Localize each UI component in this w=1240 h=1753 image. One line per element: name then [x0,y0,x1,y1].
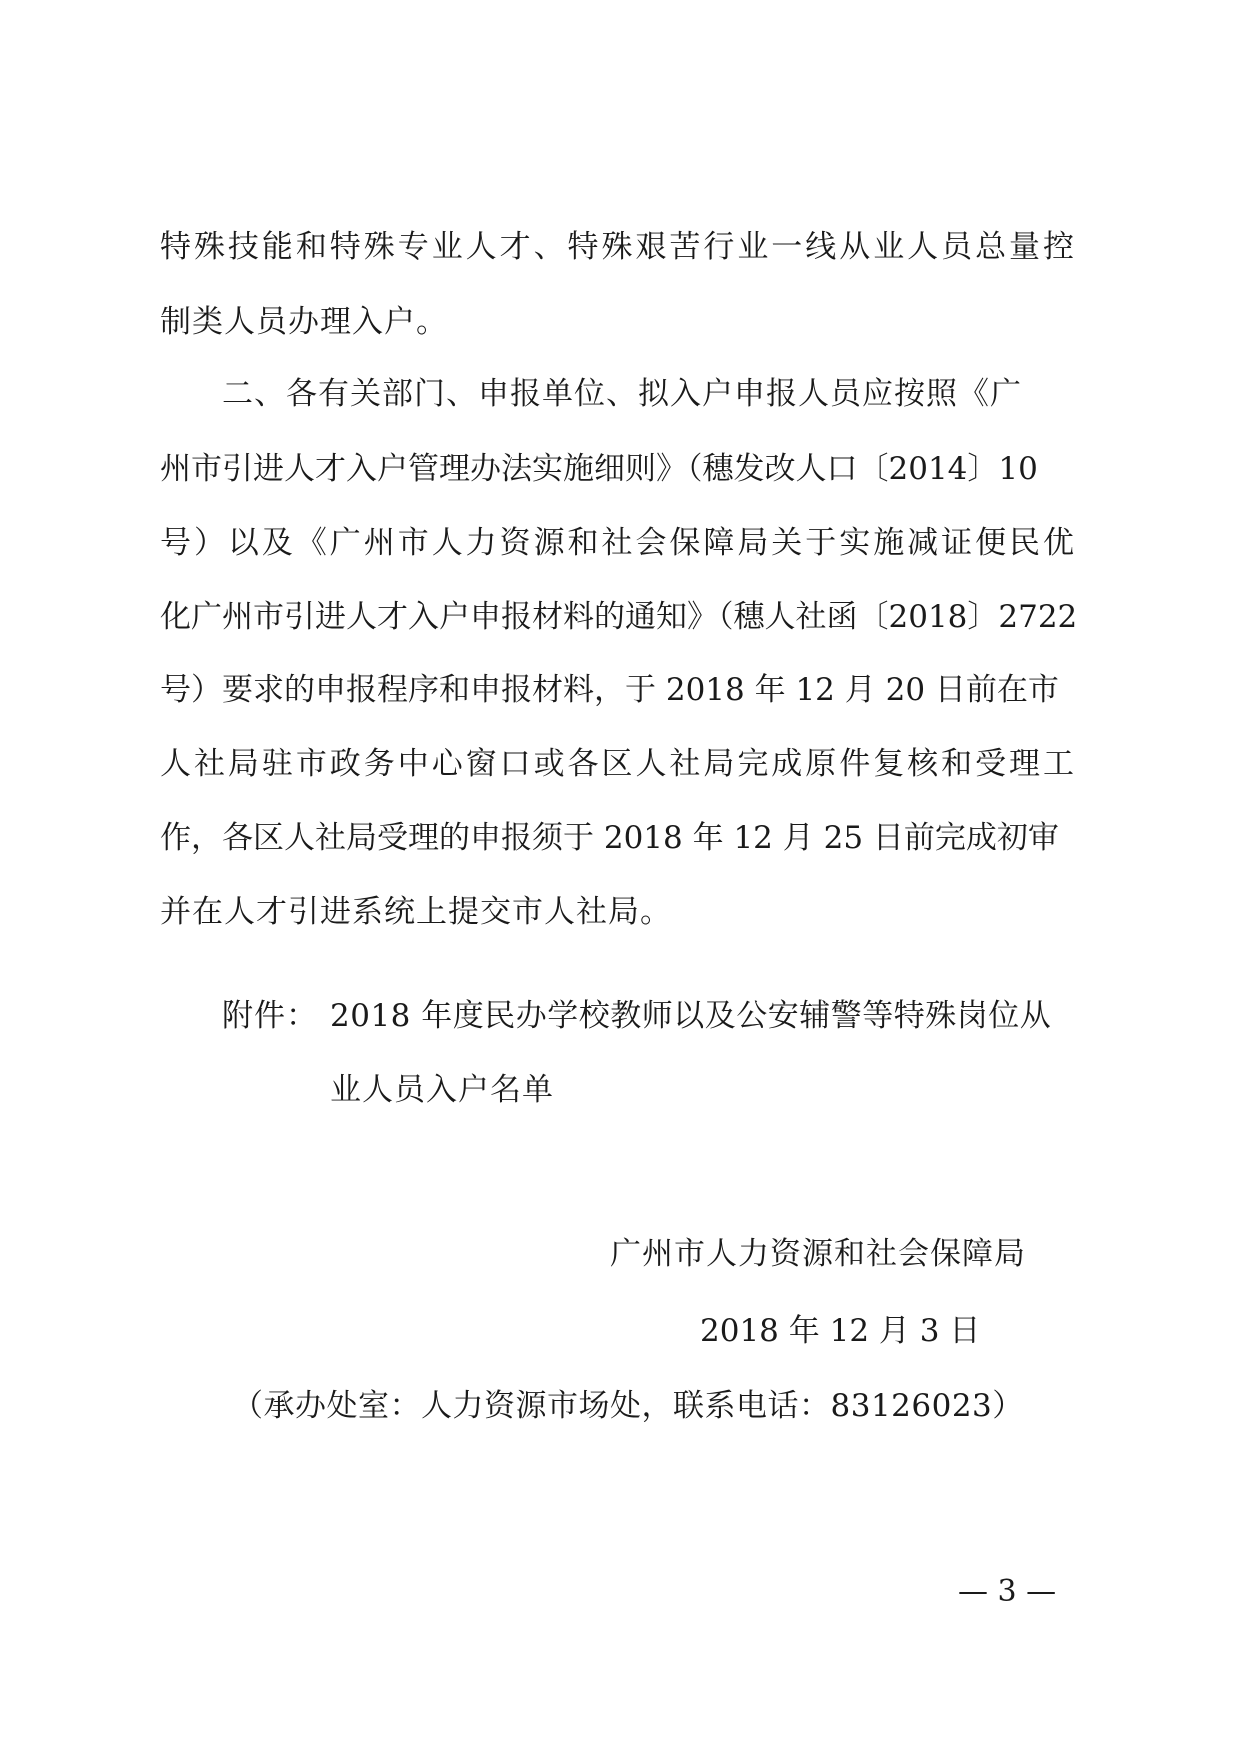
attachment-title-line-2: 业人员入户名单 [330,1072,554,1108]
page-number: — 3 — [958,1574,1057,1609]
attachment-label: 附件： [222,998,318,1034]
paragraph-2-line-7: 作，各区人社局受理的申报须于 2018 年 12 月 25 日前完成初审 [160,820,1059,856]
paragraph-2-line-6: 人社局驻市政务中心窗口或各区人社局完成原件复核和受理工 [160,746,1075,782]
paragraph-2-line-3: 号）以及《广州市人力资源和社会保障局关于实施减证便民优 [160,525,1075,561]
paragraph-2-line-4: 化广州市引进人才入户申报材料的通知》（穗人社函〔2018〕2722 [160,599,1078,635]
paragraph-2-line-8: 并在人才引进系统上提交市人社局。 [160,894,672,930]
paragraph-2-line-2: 州市引进人才入户管理办法实施细则》（穗发改人口〔2014〕10 [160,451,1038,487]
paragraph-2-line-1: 二、各有关部门、申报单位、拟入户申报人员应按照《广 [222,376,1022,412]
paragraph-2-line-5: 号）要求的申报程序和申报材料，于 2018 年 12 月 20 日前在市 [160,672,1059,708]
contact-note: （承办处室：人力资源市场处，联系电话：83126023） [232,1388,1024,1424]
attachment-title-line-1: 2018 年度民办学校教师以及公安辅警等特殊岗位从 [330,998,1052,1034]
paragraph-1-line-2: 制类人员办理入户。 [160,304,448,340]
issuing-organization: 广州市人力资源和社会保障局 [610,1236,1026,1272]
paragraph-1-line-1: 特殊技能和特殊专业人才、特殊艰苦行业一线从业人员总量控 [160,229,1075,265]
issue-date: 2018 年 12 月 3 日 [700,1313,981,1349]
